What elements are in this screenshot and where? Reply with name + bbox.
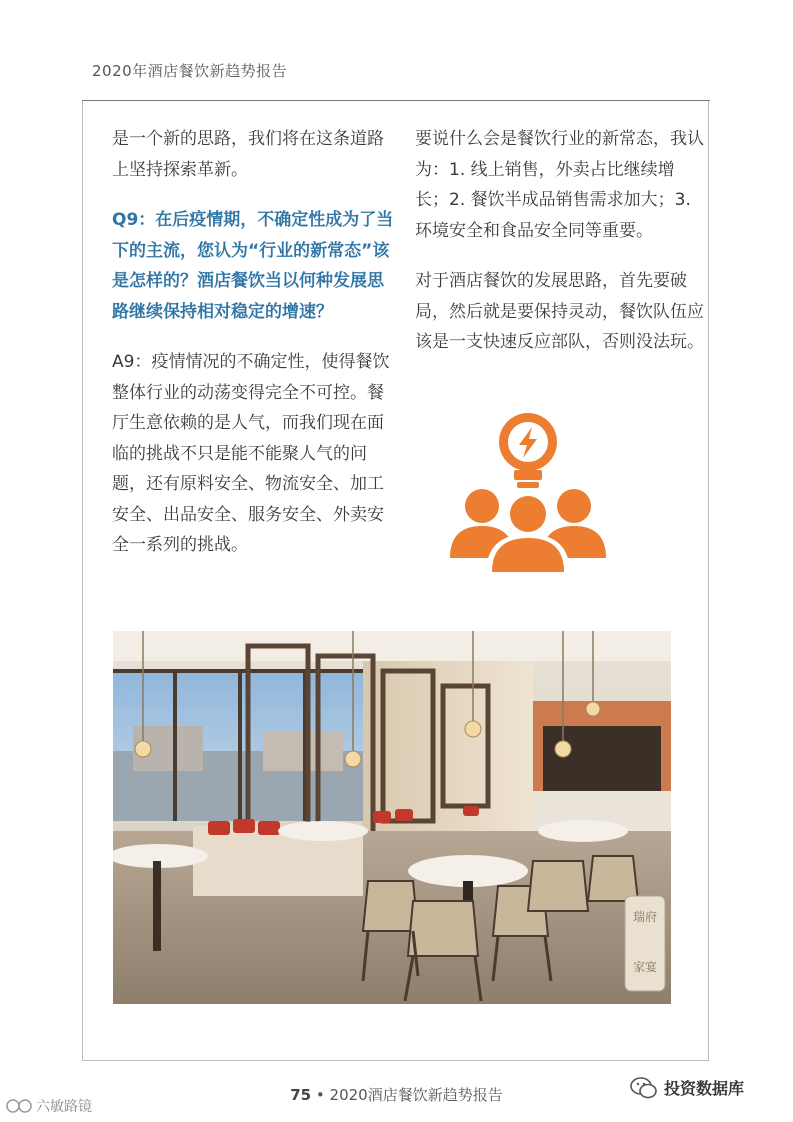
right-column xyxy=(415,124,705,358)
wechat-icon xyxy=(630,1077,658,1099)
photo-watermark: 瑞府 xyxy=(632,910,658,924)
question-q9: Q9：在后疫情期，不确定性成为了当下的主流，您认为“行业的新常态”该是怎样的？酒店餐饮当以何种发展思路继续保持相对稳定的增速？ xyxy=(112,210,394,322)
intro-paragraph: 是一个新的思路，我们将在这条道路上坚持探索革新。 xyxy=(112,129,384,180)
footer-separator: • xyxy=(315,1086,325,1104)
restaurant-photo xyxy=(113,631,671,1004)
corner-logo-icon xyxy=(6,1098,32,1114)
footer-report-title: 2020酒店餐饮新趋势报告 xyxy=(329,1086,503,1104)
team-lightbulb-icon xyxy=(446,408,610,574)
answer-a9: A9：疫情情况的不确定性，使得餐饮整体行业的动荡变得完全不可控。餐厅生意依赖的是人气，而我们现在面临的挑战不只是能不能聚人气的问题，还有原料安全、物流安全、加工安全、出品安全、服务安全、外卖安全一系列的挑战。 xyxy=(112,352,390,555)
left-column xyxy=(112,124,398,561)
new-normal-paragraph: 要说什么会是餐饮行业的新常态，我认为：1. 线上销售，外卖占比继续增长；2. 餐饮半成品销售需求加大；3. 环境安全和食品安全同等重要。 xyxy=(415,129,704,241)
header-title: 2020年酒店餐饮新趋势报告 xyxy=(92,62,288,80)
corner-logo-text: 六敏路镜 xyxy=(36,1099,92,1115)
svg-text:家宴: 家宴 xyxy=(632,960,658,974)
development-paragraph: 对于酒店餐饮的发展思路，首先要破局，然后就是要保持灵动，餐饮队伍应该是一支快速反应部队，否则没法玩。 xyxy=(415,271,704,352)
page-number: 75 xyxy=(290,1086,312,1104)
wechat-watermark xyxy=(630,1076,744,1099)
wechat-account-name: 投资数据库 xyxy=(664,1079,745,1098)
corner-watermark xyxy=(6,1096,92,1116)
